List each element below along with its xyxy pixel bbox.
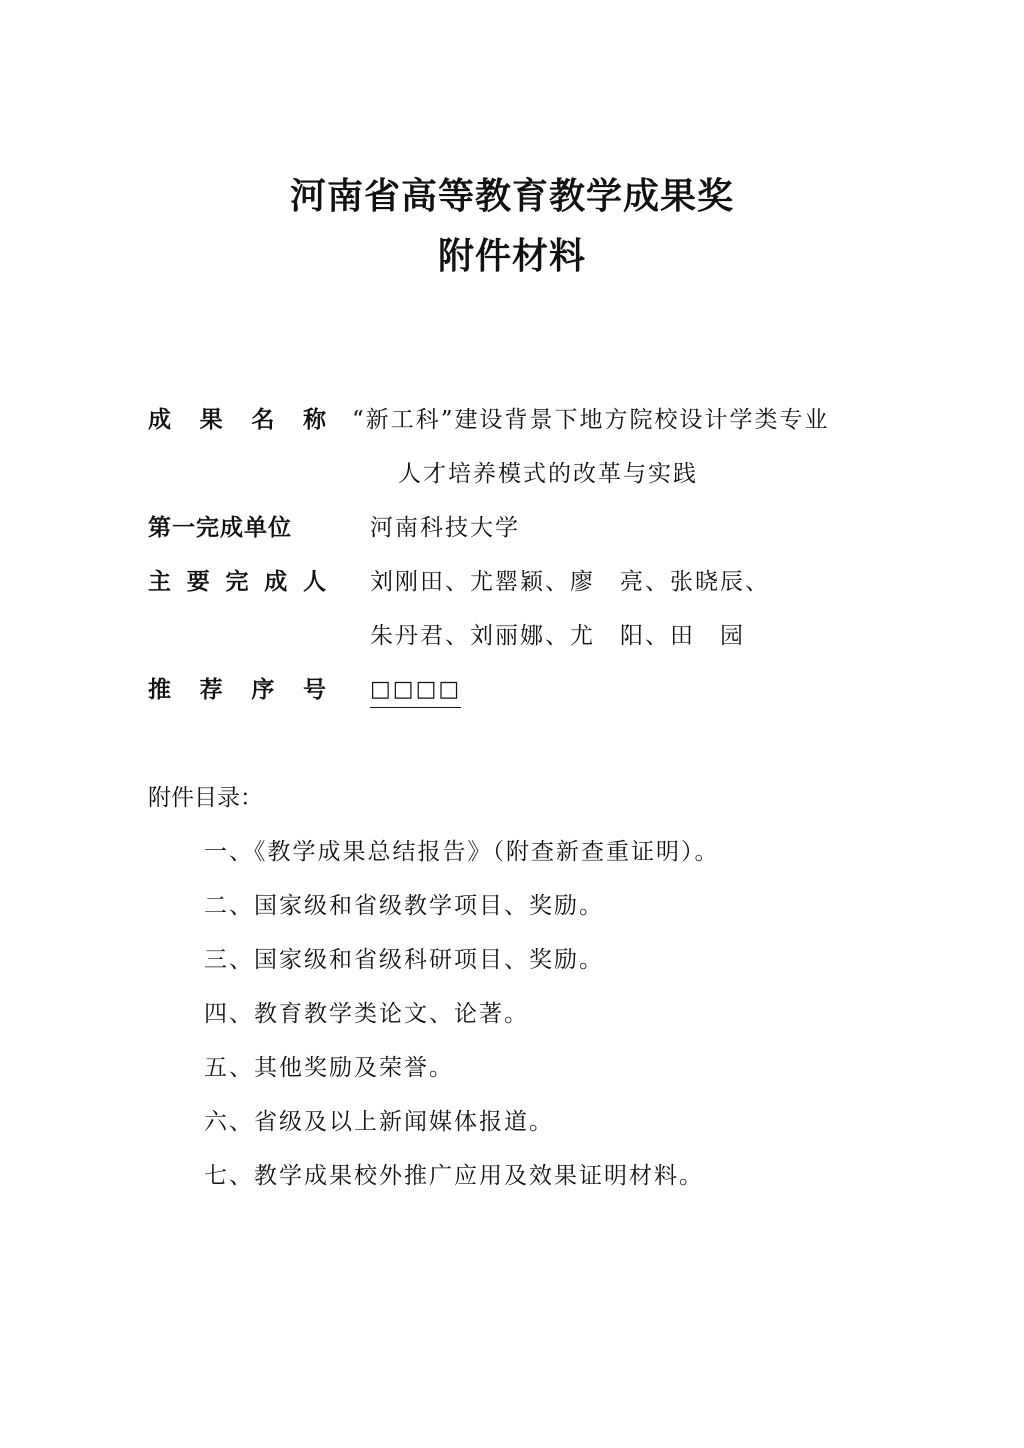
label-char: 名 xyxy=(251,407,275,433)
label-char: 完 xyxy=(225,569,249,595)
toc-heading: 附件目录： xyxy=(148,785,263,811)
label-char: 称 xyxy=(302,407,326,433)
label-char: 推 xyxy=(148,677,171,703)
first-unit-label: 第一完成单位 xyxy=(148,515,292,541)
main-contributors-value-line1: 刘刚田、尤罂颖、廖 亮、张晓辰、 xyxy=(370,569,770,595)
main-contributors-label xyxy=(148,566,326,598)
toc-item: 四、教育教学类论文、论著。 xyxy=(204,1001,529,1027)
achievement-name-value-line1: “新工科”建设背景下地方院校设计学类专业 xyxy=(352,407,830,433)
recommendation-no-label xyxy=(148,674,326,706)
toc-item: 五、其他奖励及荣誉。 xyxy=(204,1055,454,1081)
recommendation-no-value: □□□□ xyxy=(370,674,461,708)
label-char: 果 xyxy=(199,407,223,433)
toc-item: 一、《教学成果总结报告》（附查新查重证明）。 xyxy=(204,839,720,865)
document-title: 河南省高等教育教学成果奖 xyxy=(289,175,734,217)
label-char: 成 xyxy=(264,569,288,595)
toc-item: 二、国家级和省级教学项目、奖励。 xyxy=(204,893,604,919)
label-char: 人 xyxy=(303,569,326,595)
achievement-name-value-line2: 人才培养模式的改革与实践 xyxy=(398,461,698,487)
label-char: 要 xyxy=(186,569,210,595)
document-subtitle: 附件材料 xyxy=(437,235,586,277)
label-char: 荐 xyxy=(199,677,223,703)
label-char: 成 xyxy=(148,407,171,433)
toc-item: 七、教学成果校外推广应用及效果证明材料。 xyxy=(204,1163,704,1189)
toc-item: 六、省级及以上新闻媒体报道。 xyxy=(204,1109,554,1135)
toc-item: 三、国家级和省级科研项目、奖励。 xyxy=(204,947,604,973)
label-char: 序 xyxy=(251,677,275,703)
label-char: 主 xyxy=(148,569,171,595)
achievement-name-label xyxy=(148,404,326,436)
main-contributors-value-line2: 朱丹君、刘丽娜、尤 阳、田 园 xyxy=(370,623,745,649)
first-unit-value: 河南科技大学 xyxy=(370,515,520,541)
label-char: 号 xyxy=(302,677,326,703)
